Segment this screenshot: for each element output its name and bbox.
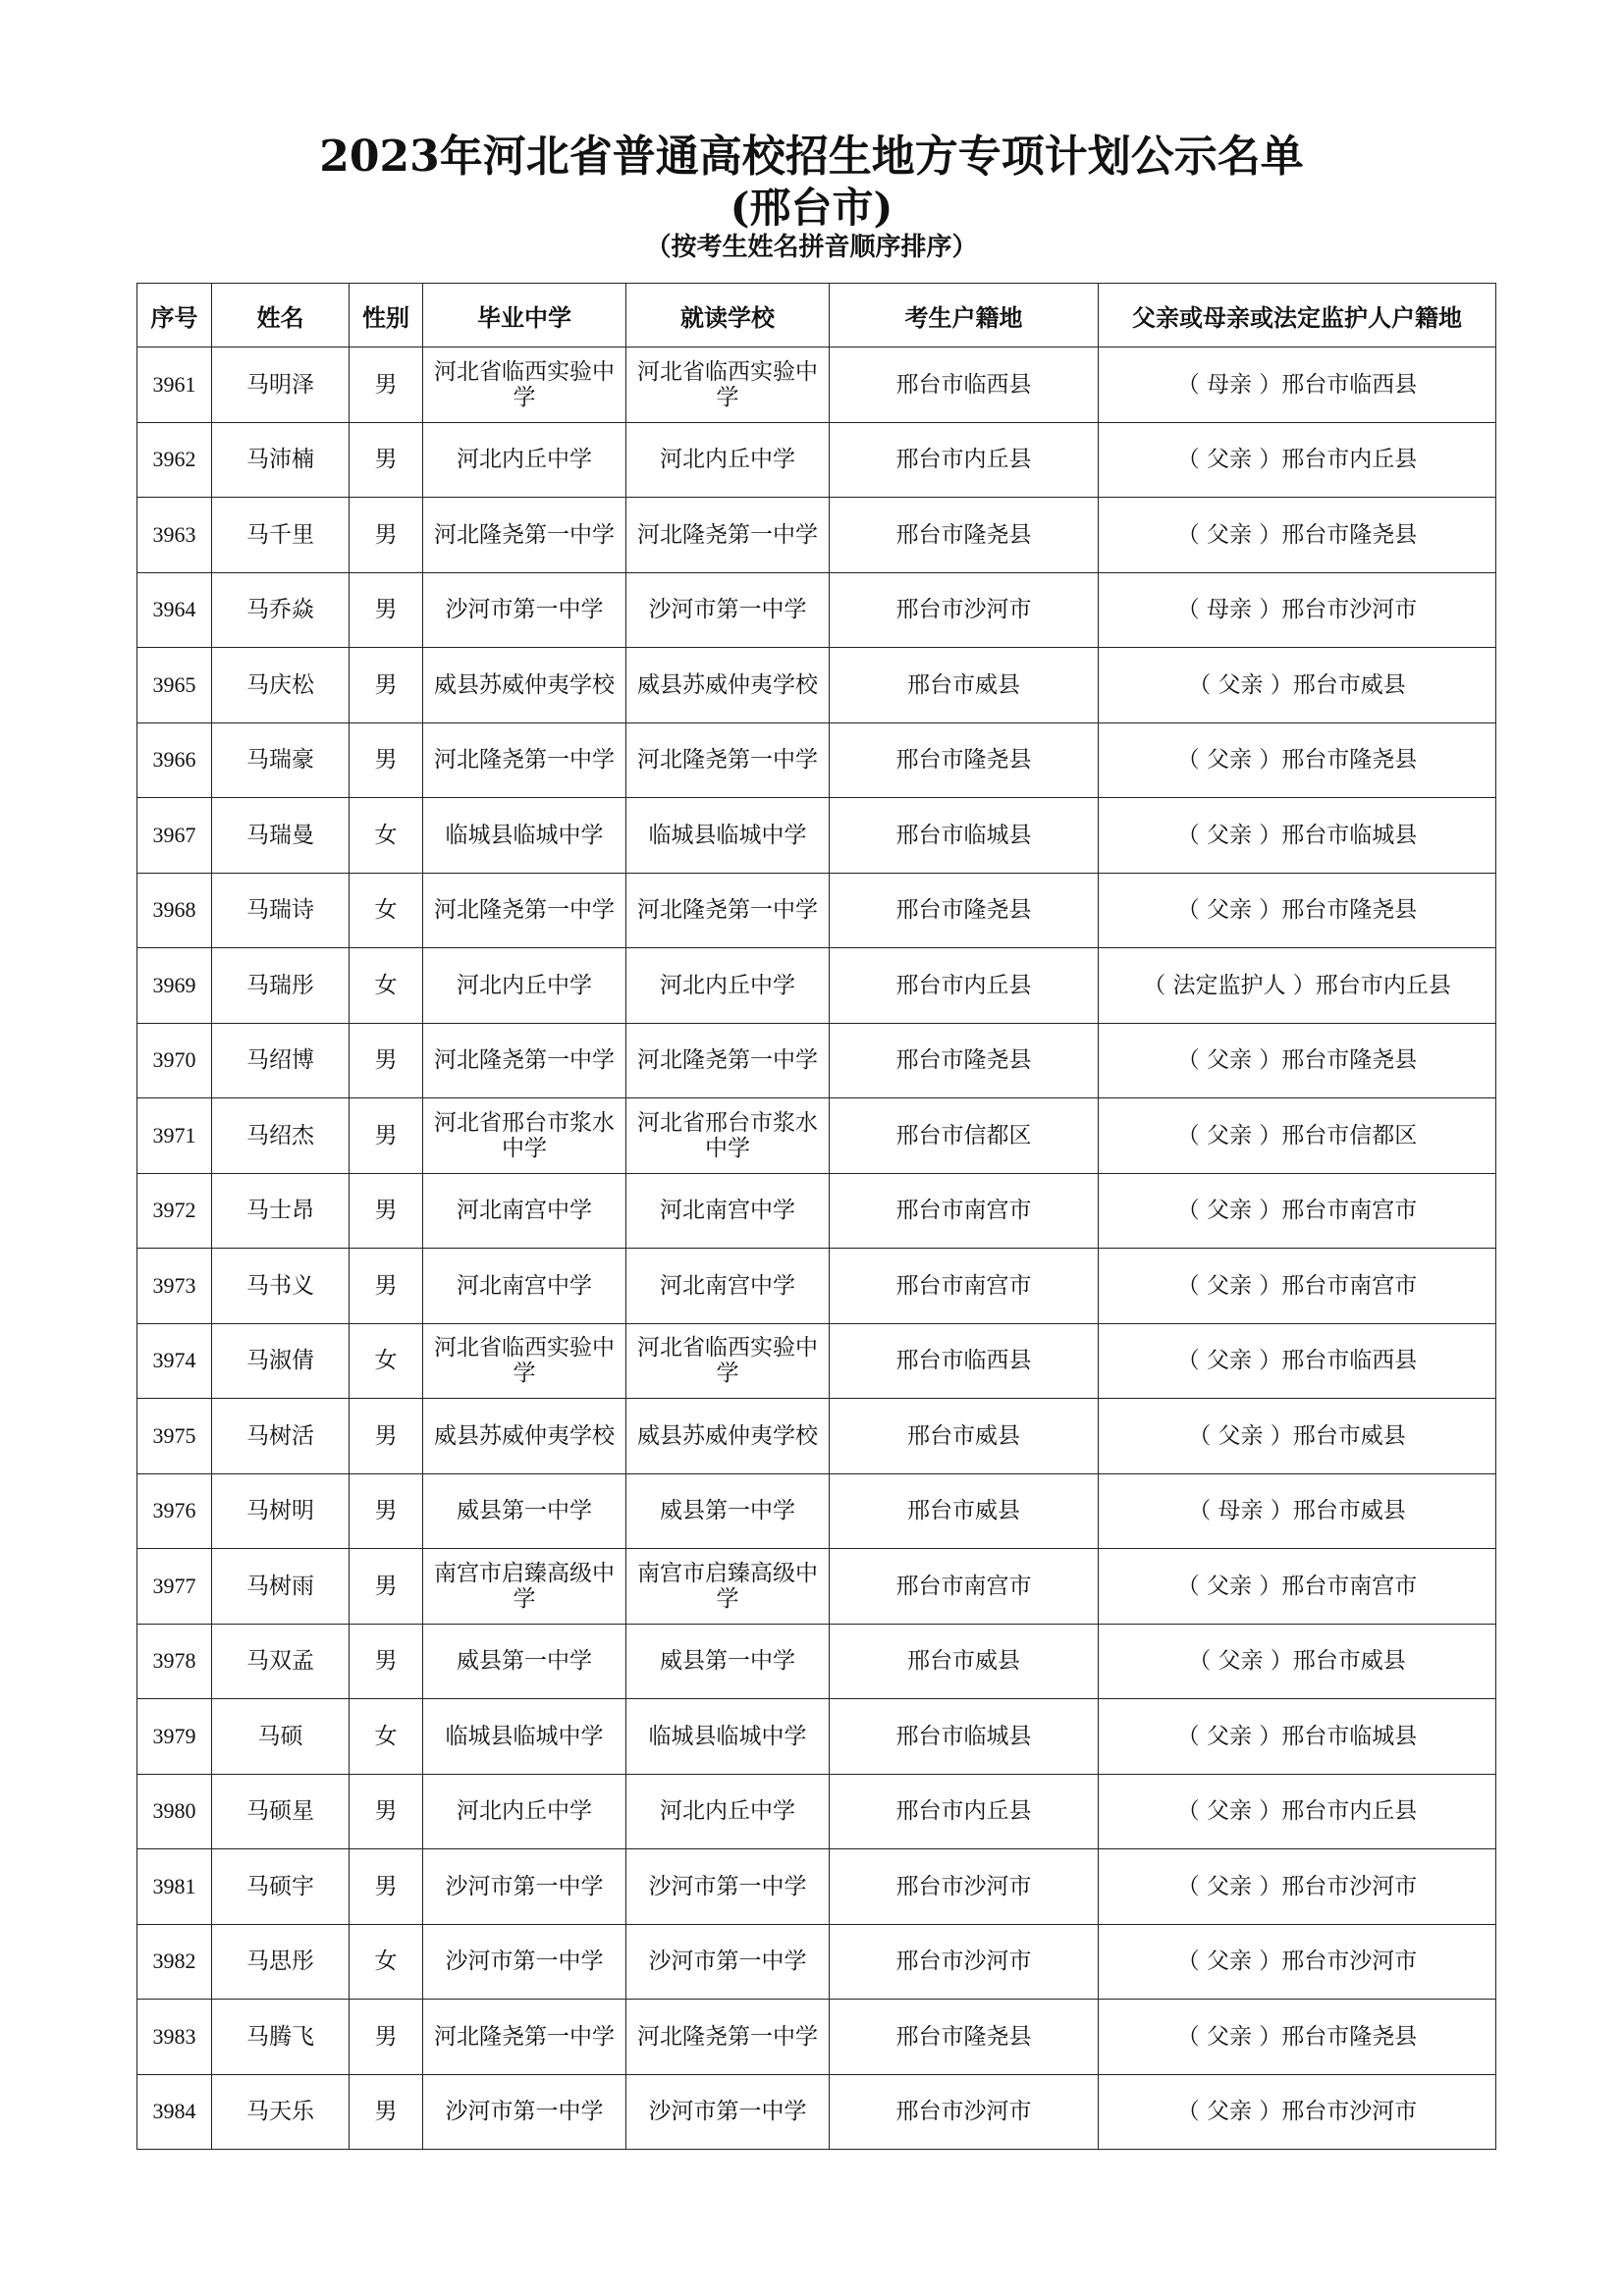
cell-guardian-household: （ 父亲 ）邢台市隆尧县 xyxy=(1099,1023,1496,1098)
cell-name: 马树明 xyxy=(212,1473,350,1549)
cell-gender: 男 xyxy=(350,1774,423,1849)
cell-name: 马绍博 xyxy=(212,1023,350,1098)
cell-guardian-household: （ 法定监护人 ）邢台市内丘县 xyxy=(1099,948,1496,1024)
header-seq: 序号 xyxy=(137,284,212,347)
cell-gender: 男 xyxy=(350,648,423,723)
cell-current-school: 河北隆尧第一中学 xyxy=(626,2000,830,2075)
cell-gender: 女 xyxy=(350,1924,423,2000)
cell-name: 马士昂 xyxy=(212,1173,350,1249)
cell-current-school: 沙河市第一中学 xyxy=(626,2074,830,2150)
cell-gender: 男 xyxy=(350,1173,423,1249)
cell-seq: 3974 xyxy=(137,1323,212,1399)
cell-gender: 男 xyxy=(350,1399,423,1474)
cell-gender: 男 xyxy=(350,2074,423,2150)
cell-guardian-household: （ 父亲 ）邢台市南宫市 xyxy=(1099,1249,1496,1324)
header-guardian-household: 父亲或母亲或法定监护人户籍地 xyxy=(1099,284,1496,347)
cell-grad-school: 河北隆尧第一中学 xyxy=(423,873,626,948)
cell-household: 邢台市临城县 xyxy=(830,798,1099,874)
cell-household: 邢台市临西县 xyxy=(830,1323,1099,1399)
cell-seq: 3978 xyxy=(137,1624,212,1699)
cell-current-school: 河北省临西实验中学 xyxy=(626,1323,830,1399)
cell-current-school: 威县第一中学 xyxy=(626,1473,830,1549)
cell-current-school: 河北内丘中学 xyxy=(626,948,830,1024)
cell-household: 邢台市信都区 xyxy=(830,1098,1099,1174)
cell-name: 马明泽 xyxy=(212,347,350,423)
cell-name: 马瑞曼 xyxy=(212,798,350,874)
table-row xyxy=(137,347,1496,423)
cell-seq: 3970 xyxy=(137,1023,212,1098)
cell-grad-school: 临城县临城中学 xyxy=(423,798,626,874)
cell-guardian-household: （ 父亲 ）邢台市内丘县 xyxy=(1099,1774,1496,1849)
table-row xyxy=(137,1699,1496,1775)
table-row xyxy=(137,873,1496,948)
cell-gender: 女 xyxy=(350,1699,423,1775)
cell-guardian-household: （ 母亲 ）邢台市临西县 xyxy=(1099,347,1496,423)
cell-grad-school: 南宫市启臻高级中学 xyxy=(423,1549,626,1625)
cell-gender: 男 xyxy=(350,347,423,423)
cell-grad-school: 河北内丘中学 xyxy=(423,948,626,1024)
cell-household: 邢台市沙河市 xyxy=(830,572,1099,648)
cell-household: 邢台市威县 xyxy=(830,648,1099,723)
table-row xyxy=(137,798,1496,874)
cell-guardian-household: （ 父亲 ）邢台市隆尧县 xyxy=(1099,722,1496,798)
cell-seq: 3984 xyxy=(137,2074,212,2150)
cell-household: 邢台市南宫市 xyxy=(830,1249,1099,1324)
table-row xyxy=(137,498,1496,573)
cell-grad-school: 河北隆尧第一中学 xyxy=(423,722,626,798)
cell-grad-school: 沙河市第一中学 xyxy=(423,1924,626,2000)
table-row xyxy=(137,1249,1496,1324)
cell-gender: 女 xyxy=(350,873,423,948)
cell-guardian-household: （ 父亲 ）邢台市威县 xyxy=(1099,648,1496,723)
table-row xyxy=(137,1849,1496,1925)
cell-seq: 3981 xyxy=(137,1849,212,1925)
cell-gender: 男 xyxy=(350,722,423,798)
cell-household: 邢台市临西县 xyxy=(830,347,1099,423)
cell-name: 马淑倩 xyxy=(212,1323,350,1399)
cell-grad-school: 临城县临城中学 xyxy=(423,1699,626,1775)
cell-seq: 3968 xyxy=(137,873,212,948)
table-row xyxy=(137,1774,1496,1849)
cell-grad-school: 沙河市第一中学 xyxy=(423,1849,626,1925)
cell-current-school: 河北隆尧第一中学 xyxy=(626,498,830,573)
cell-current-school: 河北南宫中学 xyxy=(626,1173,830,1249)
cell-name: 马瑞诗 xyxy=(212,873,350,948)
cell-seq: 3975 xyxy=(137,1399,212,1474)
cell-name: 马绍杰 xyxy=(212,1098,350,1174)
table-body xyxy=(137,347,1496,2150)
table-row xyxy=(137,422,1496,498)
cell-household: 邢台市内丘县 xyxy=(830,422,1099,498)
cell-grad-school: 河北隆尧第一中学 xyxy=(423,2000,626,2075)
cell-household: 邢台市隆尧县 xyxy=(830,722,1099,798)
cell-guardian-household: （ 父亲 ）邢台市威县 xyxy=(1099,1624,1496,1699)
cell-household: 邢台市内丘县 xyxy=(830,1774,1099,1849)
cell-seq: 3967 xyxy=(137,798,212,874)
table-row xyxy=(137,1098,1496,1174)
cell-gender: 男 xyxy=(350,1249,423,1324)
cell-current-school: 临城县临城中学 xyxy=(626,798,830,874)
cell-seq: 3980 xyxy=(137,1774,212,1849)
cell-household: 邢台市南宫市 xyxy=(830,1549,1099,1625)
cell-current-school: 河北内丘中学 xyxy=(626,422,830,498)
page-subtitle-city: (邢台市) xyxy=(730,184,893,232)
cell-grad-school: 河北隆尧第一中学 xyxy=(423,498,626,573)
cell-current-school: 沙河市第一中学 xyxy=(626,1849,830,1925)
cell-seq: 3963 xyxy=(137,498,212,573)
cell-current-school: 临城县临城中学 xyxy=(626,1699,830,1775)
cell-grad-school: 河北省临西实验中学 xyxy=(423,347,626,423)
cell-name: 马瑞豪 xyxy=(212,722,350,798)
cell-seq: 3966 xyxy=(137,722,212,798)
header-current-school: 就读学校 xyxy=(626,284,830,347)
cell-household: 邢台市威县 xyxy=(830,1399,1099,1474)
cell-current-school: 河北内丘中学 xyxy=(626,1774,830,1849)
header-grad-school: 毕业中学 xyxy=(423,284,626,347)
cell-guardian-household: （ 父亲 ）邢台市临西县 xyxy=(1099,1323,1496,1399)
cell-guardian-household: （ 父亲 ）邢台市隆尧县 xyxy=(1099,2000,1496,2075)
cell-gender: 男 xyxy=(350,1473,423,1549)
cell-guardian-household: （ 母亲 ）邢台市威县 xyxy=(1099,1473,1496,1549)
cell-grad-school: 威县苏威仲夷学校 xyxy=(423,1399,626,1474)
cell-gender: 男 xyxy=(350,422,423,498)
cell-seq: 3976 xyxy=(137,1473,212,1549)
cell-gender: 男 xyxy=(350,2000,423,2075)
cell-seq: 3964 xyxy=(137,572,212,648)
cell-name: 马硕星 xyxy=(212,1774,350,1849)
roster-table xyxy=(136,283,1496,2150)
cell-household: 邢台市临城县 xyxy=(830,1699,1099,1775)
cell-grad-school: 河北隆尧第一中学 xyxy=(423,1023,626,1098)
cell-name: 马千里 xyxy=(212,498,350,573)
page-title: 2023年河北省普通高校招生地方专项计划公示名单 xyxy=(319,132,1304,182)
cell-name: 马双孟 xyxy=(212,1624,350,1699)
cell-current-school: 沙河市第一中学 xyxy=(626,572,830,648)
table-row xyxy=(137,2074,1496,2150)
cell-gender: 男 xyxy=(350,1023,423,1098)
cell-gender: 男 xyxy=(350,1624,423,1699)
cell-guardian-household: （ 父亲 ）邢台市沙河市 xyxy=(1099,1849,1496,1925)
cell-grad-school: 河北南宫中学 xyxy=(423,1173,626,1249)
table-row xyxy=(137,722,1496,798)
cell-gender: 男 xyxy=(350,498,423,573)
cell-name: 马硕宇 xyxy=(212,1849,350,1925)
cell-grad-school: 河北省临西实验中学 xyxy=(423,1323,626,1399)
cell-current-school: 河北省邢台市浆水中学 xyxy=(626,1098,830,1174)
cell-grad-school: 威县第一中学 xyxy=(423,1473,626,1549)
cell-household: 邢台市隆尧县 xyxy=(830,2000,1099,2075)
cell-guardian-household: （ 父亲 ）邢台市沙河市 xyxy=(1099,1924,1496,2000)
cell-current-school: 河北南宫中学 xyxy=(626,1249,830,1324)
cell-current-school: 河北隆尧第一中学 xyxy=(626,873,830,948)
table-row xyxy=(137,2000,1496,2075)
cell-name: 马树雨 xyxy=(212,1549,350,1625)
cell-seq: 3983 xyxy=(137,2000,212,2075)
table-row xyxy=(137,648,1496,723)
cell-grad-school: 沙河市第一中学 xyxy=(423,2074,626,2150)
table-row xyxy=(137,1399,1496,1474)
cell-gender: 女 xyxy=(350,798,423,874)
cell-current-school: 南宫市启臻高级中学 xyxy=(626,1549,830,1625)
cell-guardian-household: （ 父亲 ）邢台市南宫市 xyxy=(1099,1549,1496,1625)
cell-grad-school: 河北省邢台市浆水中学 xyxy=(423,1098,626,1174)
cell-household: 邢台市沙河市 xyxy=(830,1924,1099,2000)
cell-grad-school: 河北内丘中学 xyxy=(423,1774,626,1849)
cell-name: 马庆松 xyxy=(212,648,350,723)
cell-seq: 3982 xyxy=(137,1924,212,2000)
table-row xyxy=(137,1323,1496,1399)
table-row xyxy=(137,1473,1496,1549)
cell-grad-school: 河北内丘中学 xyxy=(423,422,626,498)
cell-household: 邢台市沙河市 xyxy=(830,2074,1099,2150)
cell-guardian-household: （ 父亲 ）邢台市临城县 xyxy=(1099,798,1496,874)
cell-household: 邢台市隆尧县 xyxy=(830,1023,1099,1098)
cell-seq: 3965 xyxy=(137,648,212,723)
cell-seq: 3961 xyxy=(137,347,212,423)
cell-name: 马树活 xyxy=(212,1399,350,1474)
cell-guardian-household: （ 父亲 ）邢台市临城县 xyxy=(1099,1699,1496,1775)
table-row xyxy=(137,1924,1496,2000)
cell-seq: 3979 xyxy=(137,1699,212,1775)
cell-current-school: 沙河市第一中学 xyxy=(626,1924,830,2000)
cell-seq: 3969 xyxy=(137,948,212,1024)
cell-household: 邢台市南宫市 xyxy=(830,1173,1099,1249)
cell-current-school: 威县第一中学 xyxy=(626,1624,830,1699)
cell-household: 邢台市沙河市 xyxy=(830,1849,1099,1925)
cell-guardian-household: （ 母亲 ）邢台市沙河市 xyxy=(1099,572,1496,648)
cell-current-school: 河北隆尧第一中学 xyxy=(626,722,830,798)
cell-name: 马天乐 xyxy=(212,2074,350,2150)
table-row xyxy=(137,1549,1496,1625)
cell-grad-school: 沙河市第一中学 xyxy=(423,572,626,648)
cell-seq: 3962 xyxy=(137,422,212,498)
cell-gender: 女 xyxy=(350,1323,423,1399)
cell-name: 马书义 xyxy=(212,1249,350,1324)
cell-guardian-household: （ 父亲 ）邢台市威县 xyxy=(1099,1399,1496,1474)
table-row xyxy=(137,1173,1496,1249)
cell-grad-school: 威县第一中学 xyxy=(423,1624,626,1699)
cell-guardian-household: （ 父亲 ）邢台市南宫市 xyxy=(1099,1173,1496,1249)
cell-grad-school: 威县苏威仲夷学校 xyxy=(423,648,626,723)
cell-name: 马硕 xyxy=(212,1699,350,1775)
header-household: 考生户籍地 xyxy=(830,284,1099,347)
cell-grad-school: 河北南宫中学 xyxy=(423,1249,626,1324)
cell-seq: 3972 xyxy=(137,1173,212,1249)
cell-current-school: 威县苏威仲夷学校 xyxy=(626,648,830,723)
table-header-row xyxy=(137,284,1496,347)
cell-seq: 3977 xyxy=(137,1549,212,1625)
cell-gender: 女 xyxy=(350,948,423,1024)
cell-current-school: 河北隆尧第一中学 xyxy=(626,1023,830,1098)
cell-name: 马乔焱 xyxy=(212,572,350,648)
table-row xyxy=(137,572,1496,648)
cell-name: 马腾飞 xyxy=(212,2000,350,2075)
cell-current-school: 威县苏威仲夷学校 xyxy=(626,1399,830,1474)
cell-household: 邢台市隆尧县 xyxy=(830,873,1099,948)
cell-household: 邢台市威县 xyxy=(830,1473,1099,1549)
cell-seq: 3971 xyxy=(137,1098,212,1174)
cell-name: 马沛楠 xyxy=(212,422,350,498)
header-gender: 性别 xyxy=(350,284,423,347)
cell-gender: 男 xyxy=(350,572,423,648)
cell-household: 邢台市隆尧县 xyxy=(830,498,1099,573)
cell-guardian-household: （ 父亲 ）邢台市信都区 xyxy=(1099,1098,1496,1174)
page-sort-note: （按考生姓名拼音顺序排序） xyxy=(645,233,978,262)
cell-gender: 男 xyxy=(350,1549,423,1625)
table-row xyxy=(137,948,1496,1024)
cell-gender: 男 xyxy=(350,1098,423,1174)
cell-guardian-household: （ 父亲 ）邢台市隆尧县 xyxy=(1099,873,1496,948)
header-name: 姓名 xyxy=(212,284,350,347)
table-row xyxy=(137,1624,1496,1699)
table-row xyxy=(137,1023,1496,1098)
cell-seq: 3973 xyxy=(137,1249,212,1324)
cell-name: 马瑞彤 xyxy=(212,948,350,1024)
cell-household: 邢台市威县 xyxy=(830,1624,1099,1699)
cell-household: 邢台市内丘县 xyxy=(830,948,1099,1024)
cell-current-school: 河北省临西实验中学 xyxy=(626,347,830,423)
cell-guardian-household: （ 父亲 ）邢台市内丘县 xyxy=(1099,422,1496,498)
cell-guardian-household: （ 父亲 ）邢台市沙河市 xyxy=(1099,2074,1496,2150)
cell-guardian-household: （ 父亲 ）邢台市隆尧县 xyxy=(1099,498,1496,573)
cell-gender: 男 xyxy=(350,1849,423,1925)
cell-name: 马思彤 xyxy=(212,1924,350,2000)
